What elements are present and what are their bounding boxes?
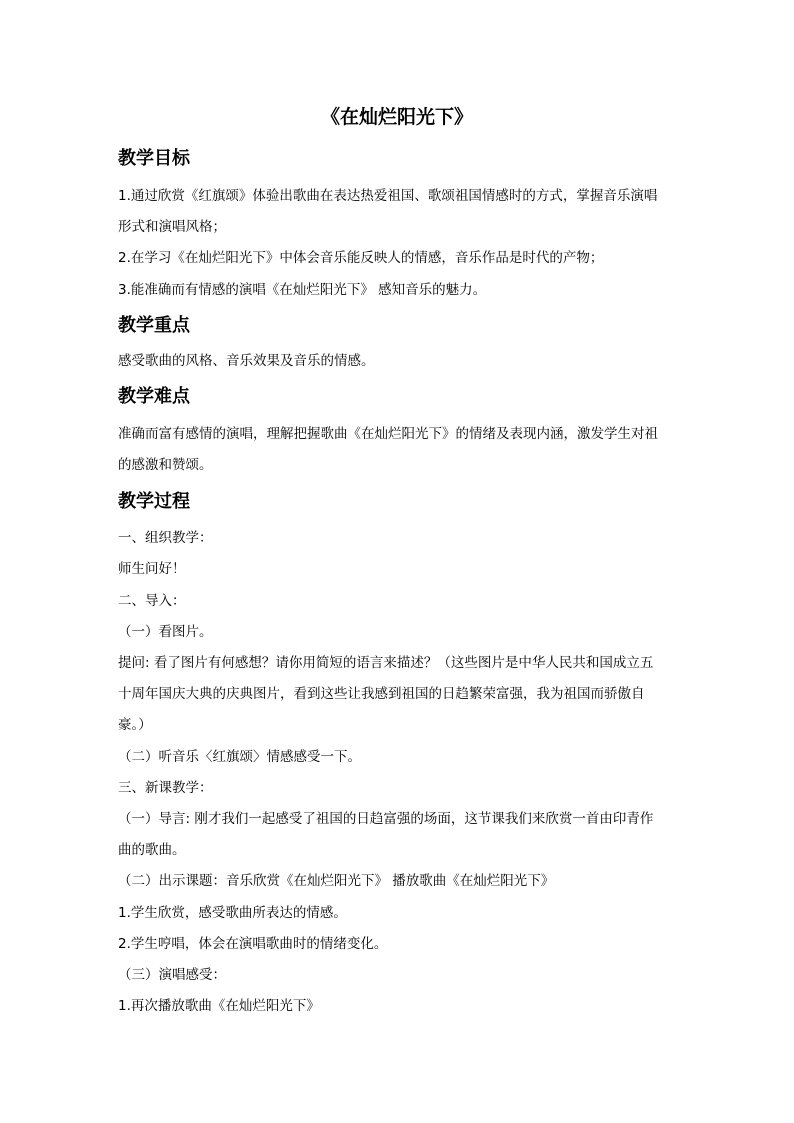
process-line-5: 提问: 看了图片有何感想？请你用简短的语言来描述？（这些图片是中华人民共和国成立五 [118, 655, 654, 671]
process-line-7: 豪。） [118, 717, 152, 733]
process-line-9: 三、新课教学： [118, 780, 213, 796]
difficulty-line-1: 准确而富有感情的演唱，理解把握歌曲《在灿烂阳光下》的情绪及表现内涵，激发学生对祖 [118, 426, 658, 442]
process-line-15: （三）演唱感受： [118, 967, 226, 983]
difficulty-line-2: 的感激和赞颂。 [118, 457, 213, 473]
process-line-4: （一）看图片。 [118, 624, 213, 640]
process-line-1: 一、组织教学： [118, 530, 213, 546]
section-heading-difficulties: 教学难点 [118, 386, 190, 407]
process-line-11: 曲的歌曲。 [118, 842, 186, 858]
process-line-3: 二、导入： [118, 593, 186, 609]
process-line-10: （一）导言: 刚才我们一起感受了祖国的日趋富强的场面，这节课我们来欣赏一首由印青作 [118, 811, 654, 827]
process-line-13: 1.学生欣赏，感受歌曲所表达的情感。 [118, 905, 347, 921]
process-line-2: 师生问好！ [118, 561, 186, 577]
key-point-line-1: 感受歌曲的风格、音乐效果及音乐的情感。 [118, 353, 375, 369]
process-line-16: 1.再次播放歌曲《在灿烂阳光下》 [118, 998, 320, 1014]
process-line-6: 十周年国庆大典的庆典图片，看到这些让我感到祖国的日趋繁荣富强，我为祖国而骄傲自 [118, 686, 645, 702]
section-heading-process: 教学过程 [118, 491, 190, 512]
goal-line-2: 形式和演唱风格； [118, 219, 226, 235]
section-heading-key-points: 教学重点 [118, 315, 190, 336]
goal-line-1: 1.通过欣赏《红旗颂》体验出歌曲在表达热爱祖国、歌颂祖国情感时的方式，掌握音乐演唱 [118, 188, 658, 204]
process-line-8: （二）听音乐〈红旗颂〉情感感受一下。 [118, 749, 361, 765]
document-title: 《在灿烂阳光下》 [320, 106, 473, 128]
goal-line-4: 3.能准确而有情感的演唱《在灿烂阳光下》 感知音乐的魅力。 [118, 282, 487, 298]
section-heading-teaching-goals: 教学目标 [118, 148, 190, 169]
process-line-14: 2.学生哼唱，体会在演唱歌曲时的情绪变化。 [118, 936, 388, 952]
process-line-12: （二）出示课题：音乐欣赏《在灿烂阳光下》 播放歌曲《在灿烂阳光下》 [118, 873, 555, 889]
goal-line-3: 2.在学习《在灿烂阳光下》中体会音乐能反映人的情感，音乐作品是时代的产物； [118, 250, 604, 266]
